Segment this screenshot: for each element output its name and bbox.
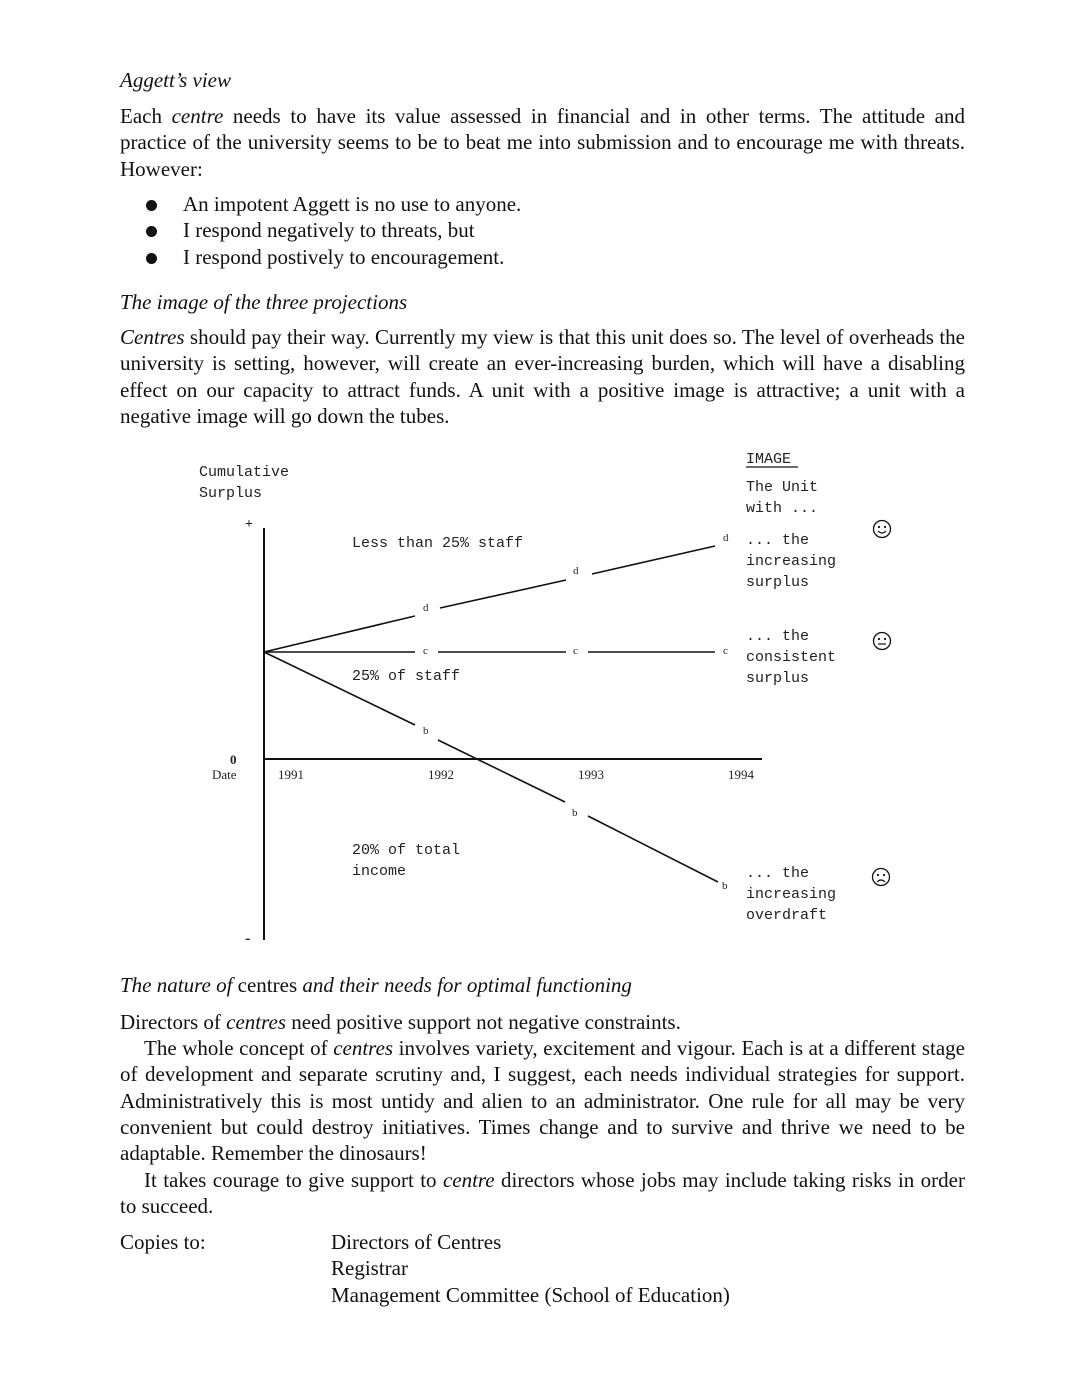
bullet-text: An impotent Aggett is no use to anyone.: [183, 192, 522, 216]
series-b-description-line1: 20% of total: [352, 842, 461, 859]
bullet-text: I respond negatively to threats, but: [183, 218, 475, 243]
series-c-description: 25% of staff: [352, 668, 461, 685]
bullet-item: [140, 191, 521, 217]
x-tick-label: 1992: [428, 767, 454, 782]
paragraph-directors: [120, 1009, 965, 1035]
series-b-segment: [588, 816, 718, 882]
x-axis-label: Date: [212, 767, 237, 782]
text-run: centres: [232, 973, 303, 997]
legend-increasing-surplus: surplus: [746, 574, 810, 591]
series-b-segment: [438, 740, 565, 802]
bullet-icon: [146, 253, 157, 264]
legend-increasing-overdraft: increasing: [746, 886, 837, 903]
series-d-marker: d: [723, 532, 729, 544]
series-d-marker: d: [573, 565, 579, 577]
heading-aggetts-view: Aggett’s view: [120, 68, 232, 92]
copies-recipient: Management Committee (School of Education): [331, 1282, 730, 1307]
bullet-icon: [146, 200, 157, 211]
image-sub-line2: with ...: [746, 500, 819, 517]
text-run: Each: [120, 104, 172, 128]
series-c-marker: c: [423, 645, 428, 657]
italic-centre: centre: [171, 104, 224, 128]
bullet-item: [140, 217, 521, 243]
legend-increasing-surplus: increasing: [746, 553, 837, 570]
series-d-segment: [592, 546, 715, 574]
series-b-marker: b: [722, 880, 728, 892]
text-run: should pay their way. Currently my view is that this unit does so. The level of overheads the university is setting, however, will create an ever-increasing burden, which will have a disabling effect on our capacity to attract funds. A unit with a positive image is attractive; a unit with a negative image will go down the tubes.: [120, 325, 965, 428]
bullet-item: [140, 244, 521, 270]
italic-centres: centres: [226, 1010, 287, 1034]
text-run: Directors of: [120, 1010, 227, 1034]
heading-three-projections: The image of the three projections: [120, 290, 408, 314]
italic-centre: centre: [442, 1168, 495, 1192]
x-tick-label: 1994: [728, 767, 754, 782]
heading-nature-of-centres: [120, 972, 632, 998]
y-minus-label: -: [245, 930, 251, 947]
text-run: and their needs for optimal functioning: [302, 973, 632, 997]
legend-increasing-overdraft: overdraft: [746, 907, 828, 924]
text-run: of: [216, 973, 233, 997]
x-tick-label: 1993: [578, 767, 604, 782]
y-axis-label-line2: Surplus: [199, 485, 263, 502]
text-run: involves variety, excitement and vigour. Each is at a different stage of development and separate scrutiny and, I suggest, each needs individual strategies for support. Administratively this is most untidy and alien to an administrator. One rule for all may be very convenient but could destroy initiatives. Times change and to survive and thrive we need to be adaptable. Remember the dinosaurs!: [120, 1036, 965, 1166]
series-c-marker: c: [723, 645, 728, 657]
copies-list: [331, 1229, 730, 1308]
series-d-marker: d: [423, 602, 429, 614]
neutral-face-icon: [874, 633, 891, 650]
legend-consistent-surplus: consistent: [746, 649, 837, 666]
text-run: directors whose jobs may include taking risks in order to succeed.: [120, 1168, 965, 1219]
paragraph-courage: [120, 1167, 965, 1220]
text-run: The whole concept of: [144, 1036, 334, 1060]
series-c-marker: c: [573, 645, 578, 657]
text-run: It takes courage to give support to: [144, 1168, 443, 1192]
series-d-description: Less than 25% staff: [352, 535, 524, 552]
bullet-text: I respond postively to encouragement.: [183, 244, 505, 269]
paragraph-three-projections: [120, 324, 965, 429]
legend-increasing-surplus: ... the: [746, 532, 810, 549]
italic-centres: Centres: [120, 325, 185, 349]
image-sub-line1: The Unit: [746, 479, 819, 496]
text-run: The nature: [120, 973, 217, 997]
copies-label: Copies to:: [120, 1230, 206, 1254]
legend-consistent-surplus: ... the: [746, 628, 810, 645]
series-b-marker: b: [572, 807, 578, 819]
bullet-list: [140, 191, 521, 270]
copies-recipient: Registrar: [331, 1256, 408, 1281]
text-run: need positive support not negative constraints.: [286, 1010, 681, 1034]
projection-chart: [0, 440, 1070, 960]
legend-increasing-overdraft: ... the: [746, 865, 810, 882]
copies-recipient: Directors of Centres: [331, 1230, 502, 1254]
image-header: IMAGE: [746, 451, 792, 468]
y-axis-label-line1: Cumulative: [199, 464, 290, 481]
paragraph-concept: [120, 1035, 965, 1166]
paragraph-aggetts-view: [120, 103, 965, 182]
bullet-icon: [146, 226, 157, 237]
series-b-marker: b: [423, 725, 429, 737]
series-d-segment: [440, 580, 566, 608]
series-b-segment: [264, 652, 415, 725]
happy-face-icon: [874, 521, 891, 538]
x-tick-label: 1991: [278, 767, 304, 782]
y-zero-label: 0: [230, 752, 237, 767]
italic-centres: centres: [333, 1036, 394, 1060]
series-b-description-line2: income: [352, 863, 407, 880]
y-plus-label: +: [245, 517, 253, 532]
series-d-segment: [264, 616, 415, 652]
sad-face-icon: [873, 869, 890, 886]
legend-consistent-surplus: surplus: [746, 670, 810, 687]
text-run: needs to have its value assessed in financial and in other terms. The attitude and practice of the university seems to be to beat me into submission and to encourage me with threats. However:: [120, 104, 965, 181]
